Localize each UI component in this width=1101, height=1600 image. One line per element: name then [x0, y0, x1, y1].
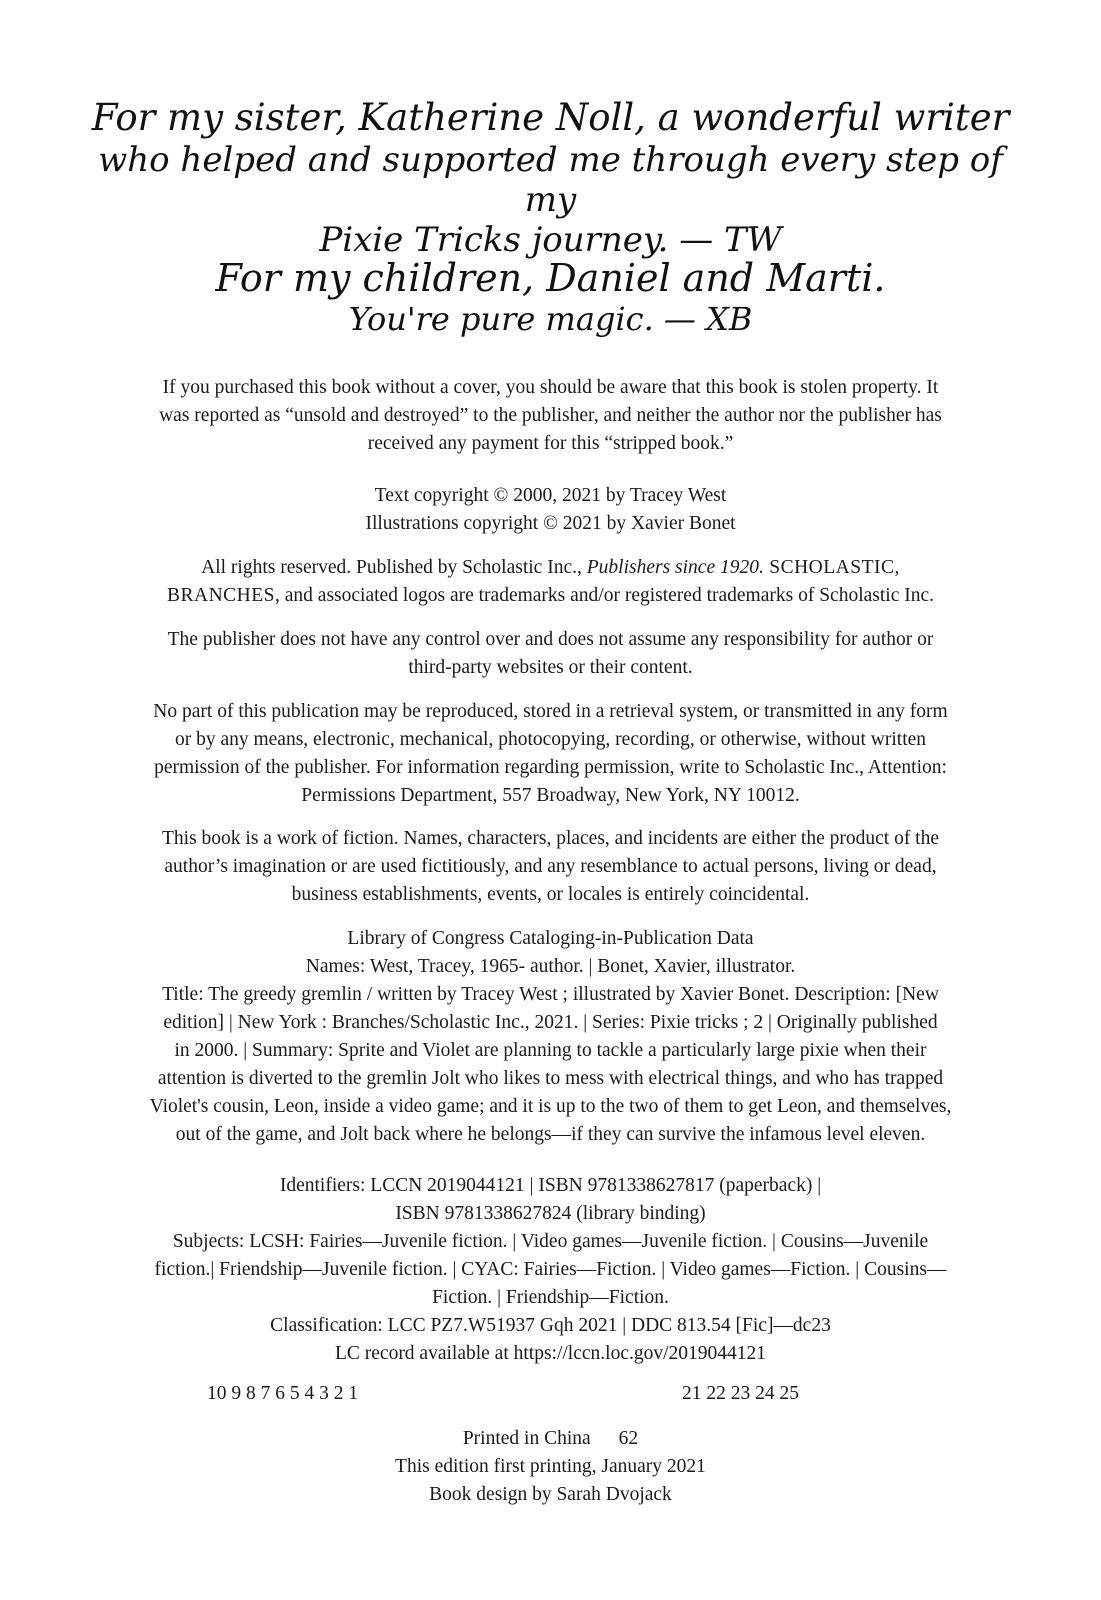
dedication-line: For my children, Daniel and Marti. [215, 256, 886, 300]
text-line: Subjects: LCSH: Fairies—Juvenile fiction. | Video games—Juvenile fiction. | Cousins—Juvenile [172, 1231, 929, 1252]
printing-numbers-left: 10 9 8 7 6 5 4 3 2 1 [207, 1383, 359, 1404]
text-line: received any payment for this “stripped book.” [367, 433, 734, 454]
rights-text: All rights reserved. Published by Scholastic Inc., [201, 557, 587, 578]
text-line: Illustrations copyright © 2021 by Xavier Bonet [365, 513, 736, 534]
text-line: third-party websites or their content. [408, 657, 693, 678]
printed-in-text: Printed in China [462, 1428, 591, 1449]
dedication-line: You're pure magic. — XB [348, 299, 753, 338]
printer-code: 62 [618, 1428, 639, 1449]
fiction-notice [100, 825, 1001, 909]
text-line: Fiction. | Friendship—Fiction. [432, 1287, 669, 1308]
text-line: No part of this publication may be reproduced, stored in a retrieval system, or transmitted in any form [153, 701, 948, 722]
text-line: out of the game, and Jolt back where he belongs—if they can survive the infamous level eleven. [175, 1124, 926, 1145]
text-line: Library of Congress Cataloging-in-Publication Data [347, 928, 754, 949]
dedication-line: who helped and supported me through every step of my [98, 139, 1003, 220]
text-line: Names: West, Tracey, 1965- author. | Bonet, Xavier, illustrator. [305, 956, 796, 977]
text-line: Violet's cousin, Leon, inside a video game; and it is up to the two of them to get Leon, and themselves, [149, 1096, 952, 1117]
cip-data [100, 925, 1001, 1149]
dedication-tw [90, 96, 1011, 260]
edition-line: This edition first printing, January 2021 [395, 1456, 706, 1477]
rights-smallcaps: BRANCHES [167, 585, 276, 606]
text-line: Text copyright © 2000, 2021 by Tracey West [374, 485, 727, 506]
text-line: in 2000. | Summary: Sprite and Violet are planning to tackle a particularly large pixie when their [174, 1040, 927, 1061]
text-line: attention is diverted to the gremlin Jolt who likes to mess with electrical things, and who has trapped [157, 1068, 944, 1089]
dedication-xb [90, 256, 1011, 339]
identifiers-block [100, 1172, 1001, 1368]
text-line: ISBN 9781338627824 (library binding) [395, 1203, 706, 1224]
printed-in-row [100, 1425, 1001, 1453]
stolen-book-notice [100, 374, 1001, 458]
text-line [100, 582, 1001, 610]
rights-smallcaps: SCHOLASTIC, [763, 557, 900, 578]
text-line: LC record available at https://lccn.loc.gov/2019044121 [334, 1343, 767, 1364]
text-line: or by any means, electronic, mechanical, photocopying, recording, or otherwise, without written [174, 729, 927, 750]
text-line: author’s imagination or are used fictitiously, and any resemblance to actual persons, living or dead, [164, 856, 937, 877]
text-line: fiction.| Friendship—Juvenile fiction. | CYAC: Fairies—Fiction. | Video games—Fiction. | Cousins— [154, 1259, 947, 1280]
dedication-line: For my sister, Katherine Noll, a wonderful writer [91, 96, 1010, 139]
text-line [100, 554, 1001, 582]
text-line: business establishments, events, or locales is entirely coincidental. [291, 884, 810, 905]
design-credit: Book design by Sarah Dvojack [429, 1484, 672, 1505]
rights-text: , and associated logos are trademarks and/or registered trademarks of Scholastic Inc. [275, 585, 934, 606]
text-line: was reported as “unsold and destroyed” to the publisher, and neither the author nor the publisher has [159, 405, 942, 426]
text-line: Title: The greedy gremlin / written by Tracey West ; illustrated by Xavier Bonet. Description: [New [162, 984, 939, 1005]
text-line: Identifiers: LCCN 2019044121 | ISBN 9781338627817 (paperback) | [279, 1175, 822, 1196]
text-line: Classification: LCC PZ7.W51937 Gqh 2021 | DDC 813.54 [Fic]—dc23 [270, 1315, 831, 1336]
dedication-line: Pixie Tricks journey. — TW [319, 219, 782, 260]
text-line: This book is a work of fiction. Names, characters, places, and incidents are either the product of the [161, 828, 940, 849]
text-line: edition] | New York : Branches/Scholastic Inc., 2021. | Series: Pixie tricks ; 2 | Originally published [163, 1012, 938, 1033]
printing-info [100, 1425, 1001, 1509]
copyright-notice [100, 482, 1001, 538]
text-line: Permissions Department, 557 Broadway, New York, NY 10012. [301, 785, 800, 806]
publisher-notice [100, 626, 1001, 682]
text-line: permission of the publisher. For information regarding permission, write to Scholastic Inc., Attention: [154, 757, 947, 778]
text-line: If you purchased this book without a cover, you should be aware that this book is stolen property. It [162, 377, 939, 398]
reproduction-notice [100, 698, 1001, 810]
printing-numbers-right: 21 22 23 24 25 [682, 1383, 799, 1404]
rights-notice [100, 554, 1001, 610]
rights-italic: Publishers since 1920. [586, 557, 764, 578]
text-line: The publisher does not have any control over and does not assume any responsibility for author or [167, 629, 934, 650]
